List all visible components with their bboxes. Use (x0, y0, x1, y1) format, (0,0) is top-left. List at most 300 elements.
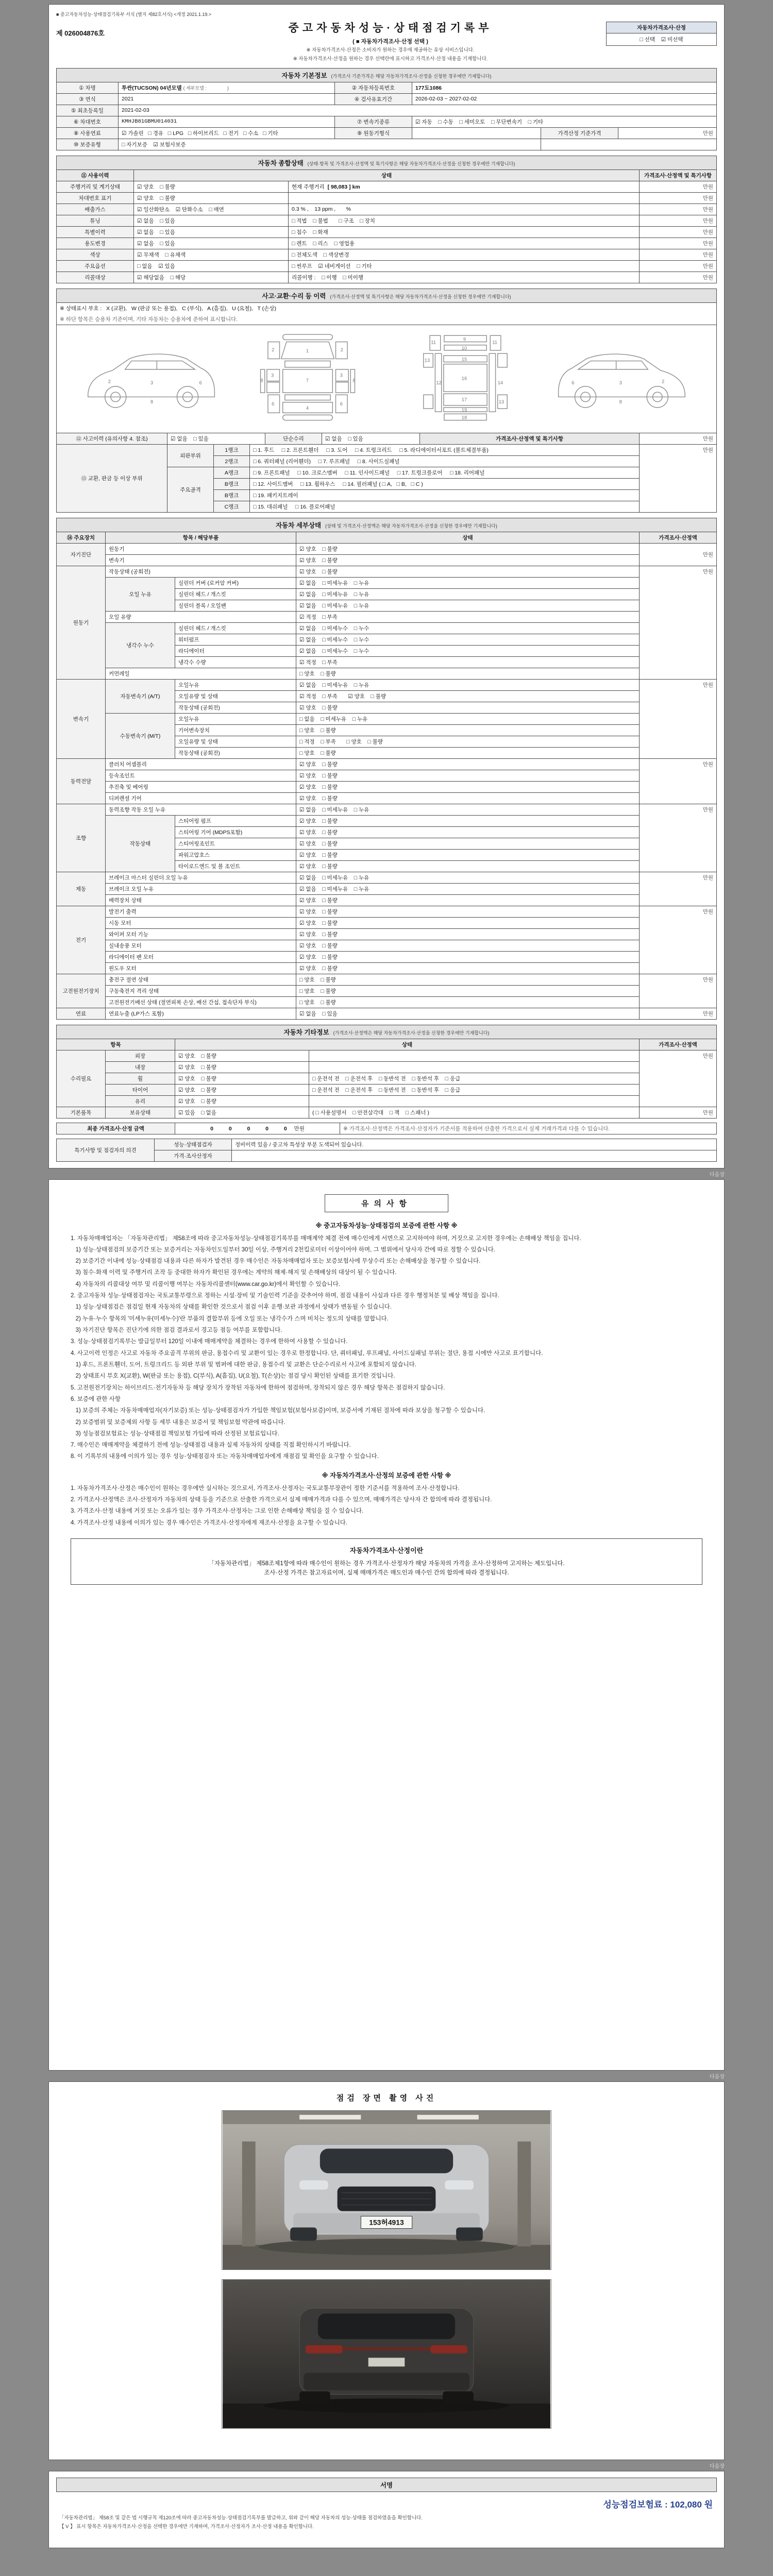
car-frame-diagram (393, 331, 537, 427)
document-number: 제 026004876호 (56, 29, 105, 37)
table-row (57, 1073, 717, 1084)
vehicle-name-value (119, 82, 335, 93)
table-row (57, 238, 717, 249)
svg-text:2: 2 (108, 379, 111, 384)
section-basic-title: 자동차 기본정보 (281, 72, 327, 79)
page-title: 중고자동차성능·상태점검기록부 (288, 22, 493, 34)
checkbox-group[interactable]: ☑ 양호 □ 불량 (296, 815, 640, 826)
notice-section1-title: ※ 중고자동차성능·상태점검의 보증에 관한 사항 ※ (315, 1222, 458, 1229)
group-label: 수리필요 (57, 1050, 106, 1107)
row-label: 색상 (57, 249, 134, 260)
amount-cell: 만원 (640, 272, 717, 283)
item-label: 오일 유량 (106, 611, 296, 622)
section-accident-note: (가격조사·산정액 및 특기사항은 해당 자동차가격조사·산정을 신청한 경우에만 기재합니다) (330, 294, 511, 299)
table-row (57, 139, 717, 150)
table-row (57, 951, 717, 962)
model-year-value: 2021 (119, 93, 335, 105)
table-row (57, 543, 717, 554)
table-row (57, 215, 717, 226)
table-row (57, 181, 717, 192)
submodel-note: ( 세부모델 : ) (183, 85, 229, 91)
photo-page (48, 2081, 725, 2460)
item-label: 오일유량 및 상태 (175, 690, 296, 702)
row-label: 휠 (106, 1073, 175, 1084)
amount-cell: 만원 (640, 204, 717, 215)
item-label: 냉각수 수량 (175, 656, 296, 668)
table-row (57, 260, 717, 272)
next-page-marker: 다음장 (710, 1172, 725, 1178)
table-row (57, 1008, 717, 1019)
svg-text:7: 7 (306, 378, 309, 383)
amount-cell: 만원 (640, 260, 717, 272)
amount-cell: 만원 (640, 679, 717, 758)
amount-cell: 만원 (640, 758, 717, 804)
row-label: 내장 (106, 1061, 175, 1073)
checkbox-group[interactable]: ☑ 없음 □ 있음 (167, 433, 265, 444)
engine-type-value (412, 127, 541, 139)
checkbox-group[interactable]: □ 적정 □ 부족 □ 양호 □ 불량 (296, 736, 640, 747)
checkbox-group[interactable]: ☑ 양호 □ 불량 (296, 928, 640, 940)
svg-text:11: 11 (492, 340, 498, 345)
checkbox-group[interactable]: □ 양호 □ 불량 (296, 996, 640, 1008)
checkbox-group[interactable]: ☑ 없음 □ 미세누유 □ 누유 (296, 804, 640, 815)
item-label: 구동축전지 격리 상태 (106, 985, 296, 996)
notice-line: 2) 상태표시 부호 X(교환), W(판금 또는 용접), C(부식), A(흠집), U(요철), T(손상)는 점검 당시 확인된 상태를 표기한 것입니다. (71, 1373, 395, 1380)
svg-text:8: 8 (352, 378, 356, 383)
field-label: ⑤ 최초등록일 (57, 105, 119, 116)
checkbox-group[interactable]: ☑ 양호 □ 불량 (296, 962, 640, 974)
row-label: 유리 (106, 1095, 175, 1107)
notice-line: 4. 사고이력 인정은 사고로 자동차 주요골격 부위의 판금, 용접수리 및 교환이 있는 경우로 한정합니다. 단, 쿼터패널, 루프패널, 사이드실패널 부위는 절단, 용접 시에만 사고로 표기합니다. (71, 1350, 543, 1357)
checkbox-group[interactable]: ☑ 양호 □ 불량 (296, 781, 640, 792)
table-row (57, 1107, 717, 1118)
checkbox-group[interactable]: □ 썬루프 ☑ 네비게이션 □ 기타 (289, 260, 640, 272)
checkbox-group[interactable]: ☑ 없음 □ 있음 (134, 238, 289, 249)
checkbox-group[interactable]: □ 양호 □ 불량 (296, 974, 640, 985)
checkbox-group[interactable]: ☑ 양호 □ 불량 (296, 758, 640, 770)
checkbox-group[interactable]: ☑ 양호 □ 불량 (296, 838, 640, 849)
legend-note: ※ 하단 항목은 승용차 기준이며, 기타 자동차는 승용차에 준하여 표시합니다. (57, 314, 717, 325)
header-note-1: ※ 자동차가격조사·산정은 소비자가 원하는 경우에 제공하는 유상 서비스입니다. (306, 47, 475, 53)
notice-line: 6. 보증에 관한 사항 (71, 1396, 121, 1402)
item-label: 와이퍼 모터 기능 (106, 928, 296, 940)
checkbox-group[interactable]: □ 9. 프론트패널 □ 10. 크로스멤버 □ 11. 인사이드패널 □ 17. 트렁크플로어 □ 18. 리어패널 (250, 467, 640, 478)
section-detail-condition (56, 518, 717, 532)
table-row (57, 433, 717, 444)
table-row (57, 192, 717, 204)
checkbox-group[interactable]: ☑ 양호 □ 불량 (175, 1050, 309, 1061)
section-etc-title: 자동차 기타정보 (283, 1028, 329, 1036)
inspector-label: 성능·상태점검자 (155, 1139, 232, 1150)
item-label: 워터펌프 (175, 634, 296, 645)
table-row (57, 1050, 717, 1061)
section-basic-info (56, 68, 717, 82)
fuel-checkbox-group[interactable]: ☑ 가솔린 □ 경유 □ LPG □ 하이브리드 □ 전기 □ 수소 □ 기타 (119, 127, 335, 139)
table-row (57, 577, 717, 588)
checkbox-group[interactable]: ☑ 양호 □ 불량 (296, 826, 640, 838)
checkbox-group[interactable]: ☑ 없음 □ 미세누유 □ 누유 (296, 872, 640, 883)
checkbox-group[interactable]: ☑ 없음 □ 미세누유 □ 누유 (296, 600, 640, 611)
accident-status-table (56, 433, 717, 445)
signature-statement-1: 「자동차관리법」 제58조 및 같은 법 시행규칙 제120조에 따라 중고자동차성능·상태점검기록부를 발급하고, 위와 같이 해당 자동차의 성능·상태를 점검하였음을 확인합니다. (59, 2515, 423, 2521)
column-header: 항목 (57, 1039, 175, 1050)
registration-number-value: 177도1086 (412, 82, 717, 93)
checkbox-group[interactable]: ☑ 없음 □ 미세누수 □ 누수 (296, 622, 640, 634)
basic-info-table (56, 82, 717, 150)
item-label: 기어변속장치 (175, 724, 296, 736)
mileage-value: [ 98,083 ] km (327, 183, 360, 190)
table-row (57, 226, 717, 238)
sub-label: 작동상태 (106, 815, 175, 872)
checkbox-group[interactable]: ☑ 양호 □ 불량 (296, 702, 640, 713)
sub-label: 오일 누유 (106, 577, 175, 611)
table-row (57, 554, 717, 566)
item-label: 작동상태 (공회전) (175, 747, 296, 758)
vin-value: KMHJB81GBMU014031 (119, 116, 335, 127)
checkbox-group[interactable]: □ 양호 □ 불량 (296, 985, 640, 996)
checkbox-group[interactable]: ☑ 없음 □ 있음 (134, 215, 289, 226)
svg-text:6: 6 (199, 380, 202, 385)
table-row (57, 105, 717, 116)
definition-box-text-2: 조사·산정 가격은 참고자료이며, 실제 매매가격은 매도인과 매수인 간의 합의에 따라 결정됩니다. (264, 1570, 509, 1577)
table-row (57, 116, 717, 127)
checkbox-group[interactable]: ☑ 적정 □ 부족 ☑ 양호 □ 불량 (296, 690, 640, 702)
amount-cell: 만원 (640, 238, 717, 249)
field-label: ① 차명 (57, 82, 119, 93)
checkbox-group[interactable]: ☑ 양호 □ 불량 (296, 906, 640, 917)
checkbox-group[interactable]: ☑ 양호 □ 불량 (296, 566, 640, 577)
svg-text:1: 1 (306, 348, 309, 353)
checkbox-group[interactable]: □ 6. 쿼터패널 (리어휀더) □ 7. 루프패널 □ 8. 사이드실패널 (250, 455, 640, 467)
checkbox-group[interactable]: ☑ 일산화탄소 ☑ 탄화수소 □ 매연 (134, 204, 289, 215)
checkbox-group[interactable]: ☑ 없음 □ 미세누유 □ 누유 (296, 883, 640, 894)
notice-line: 8. 이 기록부의 내용에 이의가 있는 경우 성능·상태점검자 또는 자동차매매업자에게 재점검 및 확인을 요구할 수 있습니다. (71, 1453, 379, 1460)
svg-text:2: 2 (340, 347, 343, 352)
table-row (57, 249, 717, 260)
section-etc-note: (가격조사·산정액은 해당 자동차가격조사·산정을 신청한 경우에만 기재합니다) (333, 1030, 490, 1036)
checkbox-group[interactable]: ☑ 적정 □ 부족 (296, 656, 640, 668)
amount-cell: 만원 (640, 1008, 717, 1019)
item-label: 실린더 헤드 / 개스킷 (175, 622, 296, 634)
svg-text:6: 6 (572, 380, 575, 385)
table-row (57, 928, 717, 940)
column-header: 상태 (296, 532, 640, 543)
base-price-unit: 만원 (618, 127, 717, 139)
remarks-table (56, 1139, 717, 1162)
notice-line: 1. 자동차가격조사·산정은 매수인이 원하는 경우에만 실시하는 것으로서, 가격조사·산정자는 국토교통부장관이 정한 기준서를 적용하여 조사·산정합니다. (71, 1485, 460, 1492)
car-side-right-diagram (551, 331, 695, 427)
table-row (57, 1150, 717, 1161)
fee-label: 성능점검보험료 : (603, 2499, 668, 2510)
amount-cell: 만원 (640, 804, 717, 872)
extra-cell (309, 1095, 640, 1107)
checkbox-group[interactable]: ☑ 양호 □ 불량 (296, 951, 640, 962)
car-top-exploded-diagram (236, 331, 380, 427)
checkbox-group[interactable]: ☑ 양호 □ 불량 (296, 917, 640, 928)
page-subtitle: ( ■ 자동차가격조사·산정 선택 ) (352, 39, 428, 45)
field-label: ⑦ 변속기종류 (335, 116, 412, 127)
svg-text:8: 8 (260, 378, 263, 383)
remarks-label: 특기사항 및 점검자의 의견 (57, 1139, 155, 1161)
notice-section2-title: ※ 자동차가격조사·산정의 보증에 관한 사항 ※ (322, 1471, 451, 1479)
section-accident-history (56, 289, 717, 303)
table-row (57, 804, 717, 815)
table-row (57, 985, 717, 996)
item-label: 브레이크 오일 누유 (106, 883, 296, 894)
row-label: 주행거리 및 계기상태 (57, 181, 134, 192)
checkbox-group[interactable]: ☑ 해당없음 □ 해당 (134, 272, 289, 283)
table-row (57, 302, 717, 314)
column-header: 가격조사·산정액 (640, 1039, 717, 1050)
checkbox-group[interactable]: ☑ 없음 □ 미세누유 □ 누유 (296, 588, 640, 600)
photo-section-title: 점검 장면 촬영 사진 (336, 2093, 437, 2103)
transmission-checkbox-group[interactable]: ☑ 자동 □ 수동 □ 세미오토 □ 무단변속기 □ 기타 (412, 116, 717, 127)
item-label: 배력장치 상태 (106, 894, 296, 906)
exchange-label: ⑬ 교환, 판금 등 이상 부위 (57, 444, 167, 512)
checkbox-group[interactable]: ☑ 양호 □ 불량 (134, 181, 289, 192)
checkbox-group[interactable]: ☑ 양호 □ 불량 (296, 554, 640, 566)
device-label: 제동 (57, 872, 106, 906)
checkbox-group[interactable]: ☑ 양호 □ 불량 (134, 192, 289, 204)
field-label: ② 자동차등록번호 (335, 82, 412, 93)
checkbox-group[interactable]: ☑ 적정 □ 부족 (296, 611, 640, 622)
checkbox-group[interactable]: ☑ 없음 □ 있음 (322, 433, 420, 444)
checkbox-group[interactable]: ☑ 있음 □ 없음 (175, 1107, 309, 1118)
warranty-type-checkbox-group[interactable]: □ 자기보증 ☑ 보험사보증 (119, 139, 541, 150)
table-row (57, 272, 717, 283)
checkbox-group[interactable]: □ 없음 □ 미세누유 □ 누유 (296, 713, 640, 724)
checkbox-group[interactable]: □ 19. 패키지트레이 (250, 489, 640, 501)
outer-panel-label: 외판부위 (167, 444, 214, 467)
checkbox-group[interactable]: □ 운전석 전 □ 운전석 후 □ 동반석 전 □ 동반석 후 □ 응급 (309, 1073, 640, 1084)
final-price-table (56, 1123, 717, 1134)
item-label: 원동기 (106, 543, 296, 554)
vehicle-name: 투싼(TUCSON) 04년모델 (122, 84, 182, 91)
checkbox-group[interactable]: □ 침수 □ 화재 (289, 226, 640, 238)
table-row (57, 872, 717, 883)
svg-text:3: 3 (150, 380, 154, 385)
field-label: ⑥ 차대번호 (57, 116, 119, 127)
item-label: 실린더 블록 / 오일팬 (175, 600, 296, 611)
checkbox-group[interactable]: ☑ 양호 □ 불량 (296, 940, 640, 951)
amount-header: 가격조사·산정액 및 특기사항 (420, 433, 640, 444)
checkbox-group[interactable]: ☑ 양호 □ 불량 (175, 1073, 309, 1084)
amount-cell: 만원 (640, 444, 717, 512)
item-label: 라디에이터 (175, 645, 296, 656)
checkbox-group[interactable]: □ 렌트 □ 리스 □ 영업용 (289, 238, 640, 249)
header-note-2: ※ 자동차가격조사·산정을 원하는 경우 선택란에 표시하고 가격조사·산정 내용을 기재합니다. (293, 56, 488, 62)
checkbox-group[interactable]: □ 적법 □ 불법 □ 구조 □ 장치 (289, 215, 640, 226)
inspection-photo-front (222, 2110, 551, 2270)
table-row (57, 815, 717, 826)
row-label: 특별이력 (57, 226, 134, 238)
item-label: 스티어링조인트 (175, 838, 296, 849)
panel-exchange-table (56, 444, 717, 513)
item-label: 오일유량 및 상태 (175, 736, 296, 747)
checkbox-group[interactable]: ☑ 없음 □ 미세누수 □ 누수 (296, 634, 640, 645)
checkbox-group[interactable]: □ 양호 □ 불량 (296, 724, 640, 736)
svg-text:9: 9 (463, 336, 466, 342)
final-price-value: 0 0 0 0 0 (210, 1125, 291, 1132)
row-label: 튜닝 (57, 215, 134, 226)
checkbox-group[interactable]: □ 없음 ☑ 있음 (134, 260, 289, 272)
notice-line: 2) 보증범위 및 보증제외 사항 등 세부 내용은 보증서 및 책임보험 약관에 따릅니다. (71, 1419, 285, 1426)
checkbox-group[interactable]: ☑ 양호 □ 불량 (296, 894, 640, 906)
final-price-note: ※ 가격조사·산정액은 가격조사·산정자가 기준서를 적용하여 산출한 가격으로서 실제 거래가격과 다를 수 있습니다. (340, 1123, 717, 1134)
item-label: 실내송풍 모터 (106, 940, 296, 951)
status-code-legend: ※ 상태표시 부호 : X (교환), W (판금 또는 용접), C (부식), A (흠집), U (요철), T (손상) (57, 302, 717, 314)
notice-line: 2. 중고자동차 성능·상태점검자는 국토교통부령으로 정하는 시설·장비 및 기술인력 기준을 갖추어야 하며, 점검 내용이 사실과 다른 경우 행정처분 및 배상 책임을 집니다. (71, 1293, 499, 1299)
checkbox-group[interactable]: ☑ 양호 □ 불량 (296, 770, 640, 781)
notice-page (48, 1179, 725, 2071)
final-price-value-cell (175, 1123, 340, 1134)
notice-line: 1) 후드, 프론트휀더, 도어, 트렁크리드 등 외판 부위 및 범퍼에 대한 판금, 용접수리 및 교환은 단순수리로서 사고에 포함되지 않습니다. (71, 1361, 416, 1368)
section-detail-title: 자동차 세부상태 (276, 521, 322, 529)
svg-text:15: 15 (461, 357, 467, 362)
definition-box-text-1: 「자동차관리법」 제58조제1항에 따라 매수인이 원하는 경우 가격조사·산정자가 해당 자동차의 가격을 조사·산정하여 고지하는 제도입니다. (208, 1561, 565, 1567)
svg-text:2: 2 (662, 379, 665, 384)
amount-cell: 만원 (640, 872, 717, 906)
rank-label: A랭크 (214, 467, 250, 478)
definition-box-title: 자동차가격조사·산정이란 (349, 1547, 424, 1555)
svg-text:19: 19 (461, 407, 467, 413)
table-row (57, 82, 717, 93)
item-label: 실린더 헤드 / 개스킷 (175, 588, 296, 600)
field-label: 가격산정 기준가격 (541, 127, 618, 139)
inspector-remark-value: 정비이력 있음 / 중고차 특성상 부분 도색되어 있습니다. (232, 1139, 717, 1150)
item-label: 연료누출 (LP가스 포함) (106, 1008, 296, 1019)
notice-line: 5. 고전원전기장치는 하이브리드·전기자동차 등 해당 장치가 장착된 자동차에 한하여 점검하며, 장착되지 않은 경우 해당 항목은 점검하지 않습니다. (71, 1384, 445, 1391)
checkbox-group[interactable]: □ 1. 후드 □ 2. 프론트휀더 □ 3. 도어 □ 4. 트렁크리드 □ 5. 라디에이터서포트 (볼트체결부품) (250, 444, 640, 455)
checkbox-group[interactable]: ( □ 사용설명서 □ 안전삼각대 □ 잭 □ 스패너 ) (309, 1107, 640, 1118)
table-row (57, 611, 717, 622)
checkbox-group[interactable]: □ 전체도색 □ 색상변경 (289, 249, 640, 260)
item-label: 동력조향 작동 오일 누유 (106, 804, 296, 815)
amount-cell: 만원 (640, 249, 717, 260)
notice-line: 3) 자기진단 항목은 진단기에 의한 점검 결과로서 경고등 점등 여부를 포함합니다. (71, 1327, 282, 1334)
svg-text:14: 14 (497, 380, 503, 385)
row-label: 배출가스 (57, 204, 134, 215)
table-row (57, 781, 717, 792)
item-label: 고전원전기배선 상태 (절연피복 손상, 배선 간섭, 접속단자 부식) (106, 996, 296, 1008)
notice-line: 1) 성능·상태점검은 점검일 현재 자동차의 상태를 확인한 것으로서 점검 이후 운행·보관 과정에서 상태가 변동될 수 있습니다. (71, 1304, 392, 1311)
form-header (56, 20, 717, 63)
extra-cell (289, 192, 640, 204)
notice-line: 4) 자동차의 리콜대상 여부 및 리콜이행 여부는 자동차리콜센터(www.car.go.kr)에서 확인할 수 있습니다. (71, 1281, 341, 1287)
svg-text:17: 17 (461, 397, 467, 402)
fee-value: 102,080 원 (670, 2499, 713, 2510)
checkbox-group[interactable]: □ 양호 □ 불량 (296, 747, 640, 758)
device-label: 연료 (57, 1008, 106, 1019)
svg-text:10: 10 (461, 345, 467, 351)
frame-label: 주요골격 (167, 467, 214, 512)
section-overall-title: 자동차 종합상태 (258, 159, 304, 167)
svg-text:18: 18 (461, 415, 467, 420)
section-accident-title: 사고·교환·수리 등 이력 (262, 292, 326, 300)
form-spec-note: ■ 중고자동차성능·상태점검기록부 서식 (별지 제82호서식) <개정 2021.1.19.> (56, 12, 212, 17)
table-header-row (57, 532, 717, 543)
item-label: 등속조인트 (106, 770, 296, 781)
section-etc-info (56, 1025, 717, 1039)
price-survey-select-box (606, 22, 717, 46)
column-header: 항목 / 해당부품 (106, 532, 296, 543)
section-overall-condition (56, 156, 717, 170)
column-header: 상태 (175, 1039, 640, 1050)
item-label: 충전구 절연 상태 (106, 974, 296, 985)
device-label: 동력전달 (57, 758, 106, 804)
checkbox-group[interactable]: ☑ 양호 □ 불량 (296, 860, 640, 872)
sub-label: 수동변속기 (M/T) (106, 713, 175, 758)
table-row (57, 566, 717, 577)
checkbox-group[interactable]: ☑ 없음 □ 미세누유 □ 누유 (296, 679, 640, 690)
emission-values: 0.3 % , 13 ppm , % (289, 204, 640, 215)
item-label: 변속기 (106, 554, 296, 566)
checkbox-group[interactable]: ☑ 양호 □ 불량 (296, 792, 640, 804)
checkbox-group[interactable]: □ 12. 사이드멤버 □ 13. 휠하우스 □ 14. 필러패널 ( □ A, □ B, □ C ) (250, 478, 640, 489)
amount-cell: 만원 (640, 906, 717, 974)
amount-cell: 만원 (640, 1107, 717, 1118)
checkbox-group[interactable]: ☑ 양호 □ 불량 (175, 1061, 309, 1073)
group-label: 기본품목 (57, 1107, 106, 1118)
checkbox-group[interactable]: ☑ 양호 □ 불량 (296, 849, 640, 860)
table-header-row (57, 170, 717, 181)
table-row (57, 996, 717, 1008)
row-label: 보유상태 (106, 1107, 175, 1118)
svg-text:12: 12 (436, 380, 442, 385)
price-survey-select-value[interactable]: □ 선택 ☑ 미선택 (640, 37, 683, 43)
field-label: ⑩ 보증유형 (57, 139, 119, 150)
device-label: 변속기 (57, 679, 106, 758)
table-row (57, 1061, 717, 1073)
checkbox-group[interactable]: ☑ 양호 □ 불량 (296, 543, 640, 554)
checkbox-group[interactable]: □ 운전석 전 □ 운전석 후 □ 동반석 전 □ 동반석 후 □ 응급 (309, 1084, 640, 1095)
checkbox-group[interactable]: □ 양호 □ 불량 (296, 668, 640, 679)
empty-cell (541, 139, 717, 150)
column-header: 상태 (134, 170, 640, 181)
checkbox-group[interactable]: ☑ 없음 □ 있음 (296, 1008, 640, 1019)
item-label: 오일누유 (175, 713, 296, 724)
row-label: 타이어 (106, 1084, 175, 1095)
notice-title: 유의사항 (325, 1194, 448, 1212)
item-label: 파워고압호스 (175, 849, 296, 860)
checkbox-group[interactable]: ☑ 없음 □ 미세누유 □ 누유 (296, 577, 640, 588)
checkbox-group[interactable]: 리콜이행 : □ 이행 □ 미이행 (289, 272, 640, 283)
checkbox-group[interactable]: □ 15. 대쉬패널 □ 16. 플로어패널 (250, 501, 640, 512)
svg-text:8: 8 (150, 399, 154, 404)
notice-line: 4. 가격조사·산정 내용에 이의가 있는 경우 매수인은 가격조사·산정자에게 재조사·산정을 요구할 수 있습니다. (71, 1519, 348, 1526)
inspection-valid-period-value: 2026-02-03 ~ 2027-02-02 (412, 93, 717, 105)
price-survey-definition-box (71, 1538, 702, 1585)
accident-legend-table (56, 302, 717, 325)
amount-cell: 만원 (640, 192, 717, 204)
table-row (57, 668, 717, 679)
item-label: 실린더 커버 (로커암 커버) (175, 577, 296, 588)
checkbox-group[interactable]: ☑ 양호 □ 불량 (175, 1095, 309, 1107)
checkbox-group[interactable]: ☑ 무채색 □ 유채색 (134, 249, 289, 260)
column-header: ⑪ 사용이력 (57, 170, 134, 181)
etc-info-table (56, 1039, 717, 1118)
device-label: 전기 (57, 906, 106, 974)
checkbox-group[interactable]: ☑ 없음 □ 있음 (134, 226, 289, 238)
table-row (57, 444, 717, 455)
table-header-row (57, 1039, 717, 1050)
table-row (57, 127, 717, 139)
checkbox-group[interactable]: ☑ 양호 □ 불량 (175, 1084, 309, 1095)
notice-line: 7. 매수인은 매매계약을 체결하기 전에 성능·상태점검 내용과 실제 자동차의 상태를 직접 확인하시기 바랍니다. (71, 1442, 351, 1449)
car-side-left-diagram (78, 331, 222, 427)
signature-section-title: 서명 (56, 2478, 717, 2492)
checkbox-group[interactable]: ☑ 없음 □ 미세누수 □ 누수 (296, 645, 640, 656)
